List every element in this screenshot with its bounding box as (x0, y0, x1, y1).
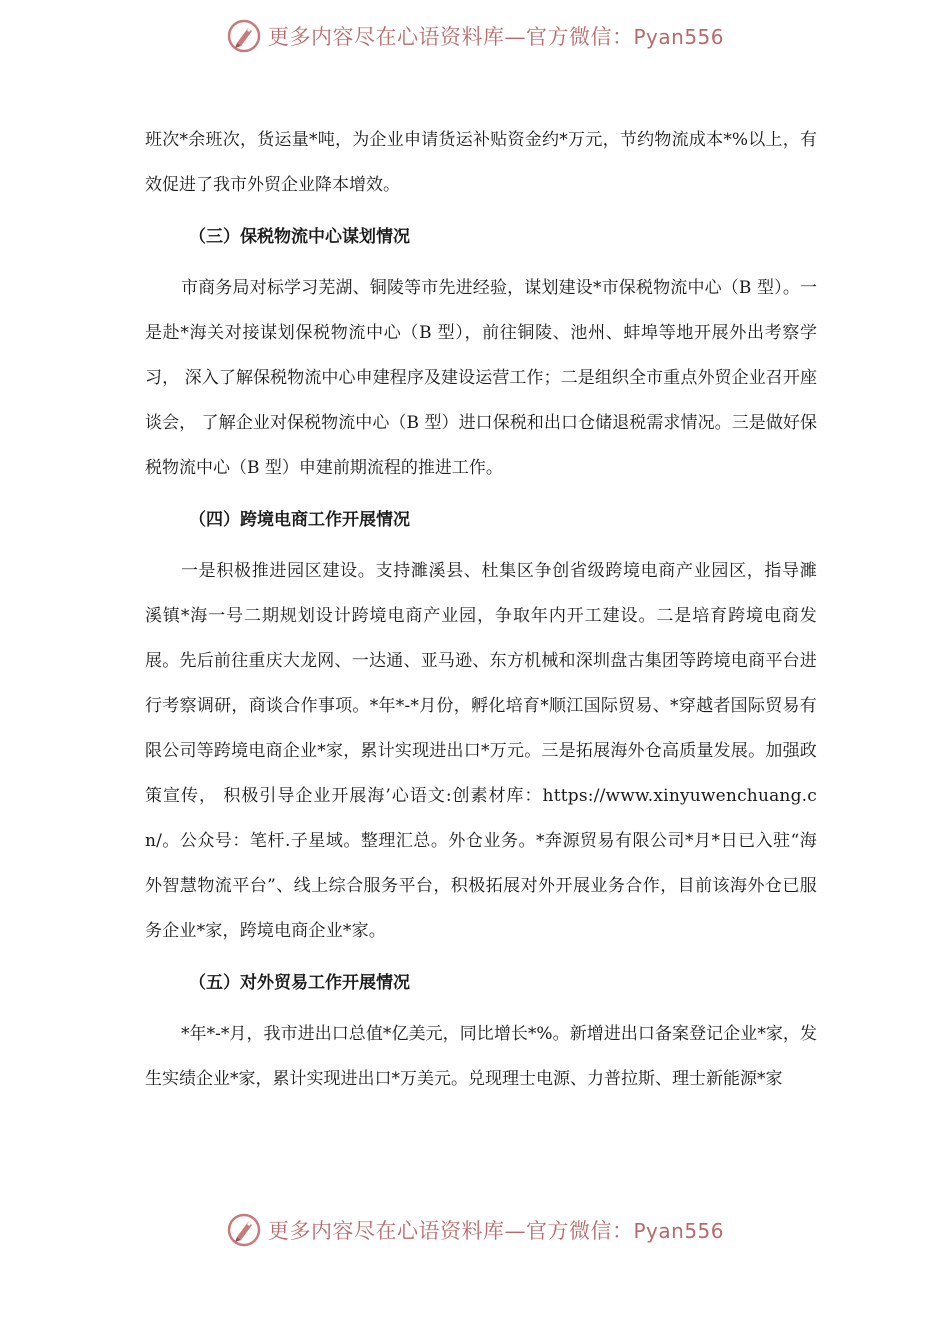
section-3-paragraph: 市商务局对标学习芜湖、铜陵等市先进经验，谋划建设*市保税物流中心（B 型）。一是赴*海关对接谋划保税物流中心（B 型），前往铜陵、池州、蚌埠等地开展外出考察学习， 深入了解保税物流中心申建程序及建设运营工作；二是组织全市重点外贸企业召开座谈会， 了解企业对保税物流中心（B 型）进口保税和出口仓储退税需求情况。三是做好保税物流中心（B 型）申建前期流程的推进工作。 (145, 278, 817, 478)
section-heading-3: （三）保税物流中心谋划情况 (189, 227, 410, 247)
section-5-paragraph: *年*-*月，我市进出口总值*亿美元，同比增长*%。新增进出口备案登记企业*家，发生实绩企业*家，累计实现进出口*万美元。兑现理士电源、力普拉斯、理士新能源*家 (145, 1024, 817, 1089)
document-body (145, 118, 817, 1102)
section-heading-4: （四）跨境电商工作开展情况 (189, 510, 410, 530)
pen-nib-seal-icon (226, 1212, 262, 1248)
intro-paragraph: 班次*余班次，货运量*吨，为企业申请货运补贴资金约*万元，节约物流成本*%以上，有效促进了我市外贸企业降本增效。 (145, 130, 817, 195)
pen-nib-seal-icon (226, 18, 262, 54)
watermark-text: 更多内容尽在心语资料库—官方微信：Pyan556 (267, 25, 724, 49)
watermark-text: 更多内容尽在心语资料库—官方微信：Pyan556 (267, 1219, 724, 1243)
footer-watermark-banner (0, 1208, 950, 1252)
section-4-paragraph: 一是积极推进园区建设。支持濉溪县、杜集区争创省级跨境电商产业园区，指导濉溪镇*海一号二期规划设计跨境电商产业园，争取年内开工建设。二是培育跨境电商发展。先后前往重庆大龙网、一达通、亚马逊、东方机械和深圳盘古集团等跨境电商平台进行考察调研，商谈合作事项。*年*-*月份，孵化培育*顺江国际贸易、*穿越者国际贸易有限公司等跨境电商企业*家，累计实现进出口*万元。三是拓展海外仓高质量发展。加强政策宣传， 积极引导企业开展海’心语文:创素材库：https://www.xinyuwenchuang.cn/。公众号：笔杆.子星域。整理汇总。外仓业务。*奔源贸易有限公司*月*日已入驻“海外智慧物流平台”、线上综合服务平台，积极拓展对外开展业务合作，目前该海外仓已服务企业*家，跨境电商企业*家。 (145, 561, 817, 941)
section-heading-5: （五）对外贸易工作开展情况 (189, 973, 410, 993)
header-watermark-banner (0, 14, 950, 58)
